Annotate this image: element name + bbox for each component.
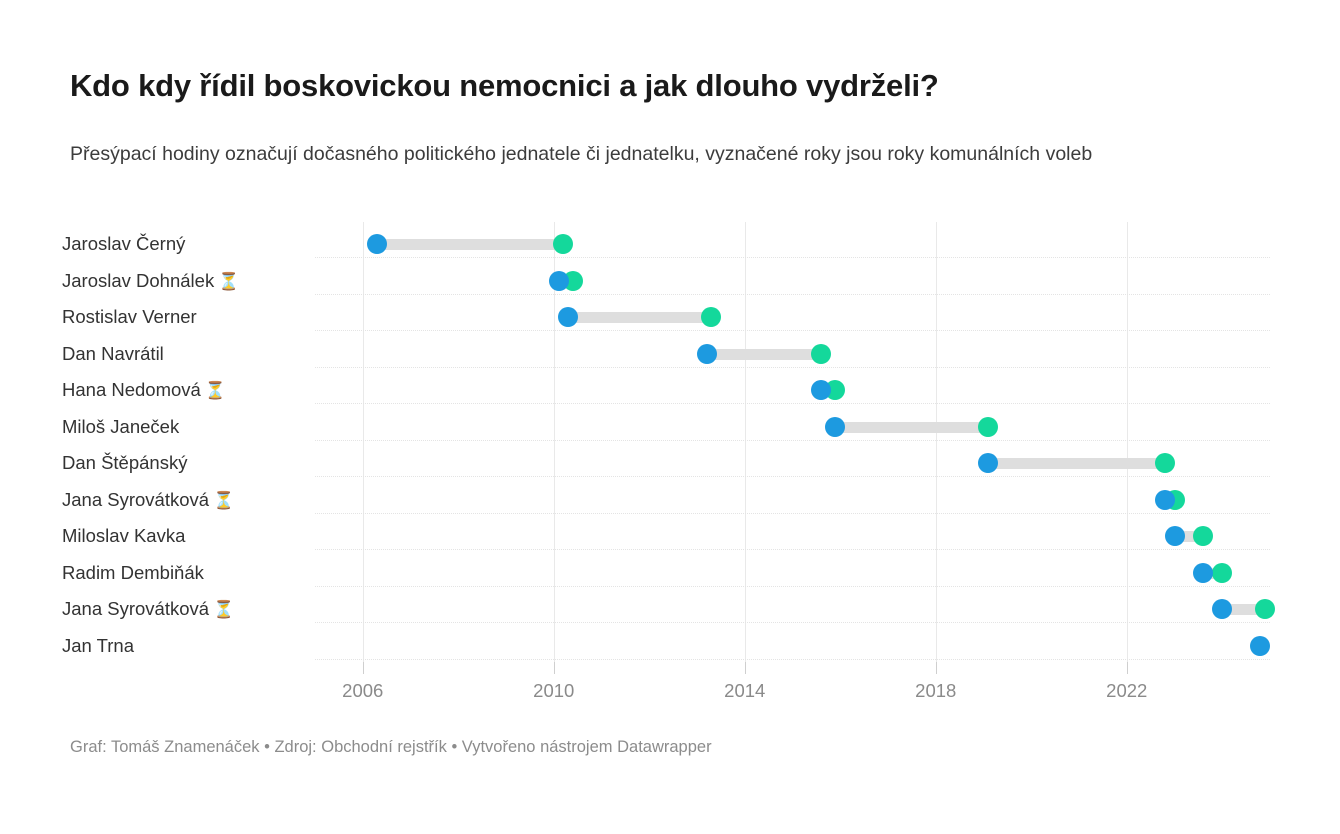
category-label: Jana Syrovátková ⏳ (62, 598, 235, 619)
plot-area (315, 222, 1270, 662)
end-dot[interactable] (978, 417, 998, 437)
start-dot[interactable] (811, 380, 831, 400)
chart-footer: Graf: Tomáš Znamenáček • Zdroj: Obchodní rejstřík • Vytvořeno nástrojem Datawrapper (70, 738, 712, 756)
row-separator (315, 440, 1270, 441)
page-subtitle: Přesýpací hodiny označují dočasného politického jednatele či jednatelku, vyznačené roky jsou roky komunálních voleb (70, 143, 1093, 165)
start-dot[interactable] (978, 453, 998, 473)
x-gridline (363, 222, 364, 662)
category-label: Radim Dembiňák (62, 561, 204, 583)
x-tick-mark (554, 662, 555, 674)
end-dot[interactable] (1155, 453, 1175, 473)
category-label: Jaroslav Černý (62, 233, 186, 254)
x-tick-label: 2006 (342, 680, 384, 701)
x-tick-mark (745, 662, 746, 674)
category-label: Jan Trna (62, 634, 134, 656)
x-tick-label: 2018 (915, 680, 957, 701)
hourglass-icon: ⏳ (204, 381, 227, 400)
row-separator (315, 549, 1270, 550)
range-bar (707, 349, 822, 360)
hourglass-icon: ⏳ (218, 271, 240, 291)
row-separator (315, 476, 1270, 477)
x-tick-label: 2022 (1106, 680, 1148, 701)
category-label: Miloslav Kavka (62, 525, 186, 546)
category-label: Jana Syrovátková ⏳ (62, 488, 235, 510)
row-separator (315, 403, 1270, 404)
category-label: Dan Štěpánský (62, 452, 188, 473)
category-label: Rostislav Verner (62, 306, 197, 327)
end-dot[interactable] (1212, 563, 1232, 583)
row-separator (315, 257, 1270, 258)
category-label: Hana Nedomová ⏳ (62, 379, 227, 400)
start-dot[interactable] (825, 417, 845, 437)
start-dot[interactable] (367, 234, 387, 254)
hourglass-icon: ⏳ (213, 600, 235, 619)
row-separator (315, 330, 1270, 331)
range-bar (377, 239, 563, 250)
start-dot[interactable] (697, 344, 717, 364)
page-title: Kdo kdy řídil boskovickou nemocnici a jak dlouho vydrželi? (70, 68, 939, 103)
start-dot[interactable] (1193, 563, 1213, 583)
end-dot[interactable] (1255, 599, 1275, 619)
x-tick-mark (363, 662, 364, 674)
category-label: Jaroslav Dohnálek ⏳ (62, 269, 240, 291)
start-dot[interactable] (1212, 599, 1232, 619)
row-separator (315, 513, 1270, 514)
category-label: Dan Navrátil (62, 342, 164, 364)
end-dot[interactable] (701, 307, 721, 327)
start-dot[interactable] (549, 271, 569, 291)
x-tick-mark (1127, 662, 1128, 674)
start-dot[interactable] (1155, 490, 1175, 510)
range-bar (988, 458, 1165, 469)
end-dot[interactable] (553, 234, 573, 254)
end-dot[interactable] (811, 344, 831, 364)
x-gridline (936, 222, 937, 662)
row-separator (315, 367, 1270, 368)
row-separator (315, 659, 1270, 660)
x-gridline (1127, 222, 1128, 662)
range-bar (568, 312, 711, 323)
range-bar (835, 422, 988, 433)
x-tick-label: 2010 (533, 680, 575, 701)
x-tick-label: 2014 (724, 680, 766, 701)
start-dot[interactable] (1165, 526, 1185, 546)
x-tick-mark (936, 662, 937, 674)
start-dot[interactable] (1250, 636, 1270, 656)
chart-container (62, 222, 1270, 701)
row-separator (315, 294, 1270, 295)
hourglass-icon: ⏳ (213, 490, 235, 510)
x-axis (315, 662, 1270, 702)
row-separator (315, 622, 1270, 623)
category-label: Miloš Janeček (62, 415, 180, 437)
x-gridline (745, 222, 746, 662)
category-axis-labels (62, 222, 330, 662)
end-dot[interactable] (1193, 526, 1213, 546)
row-separator (315, 586, 1270, 587)
start-dot[interactable] (558, 307, 578, 327)
